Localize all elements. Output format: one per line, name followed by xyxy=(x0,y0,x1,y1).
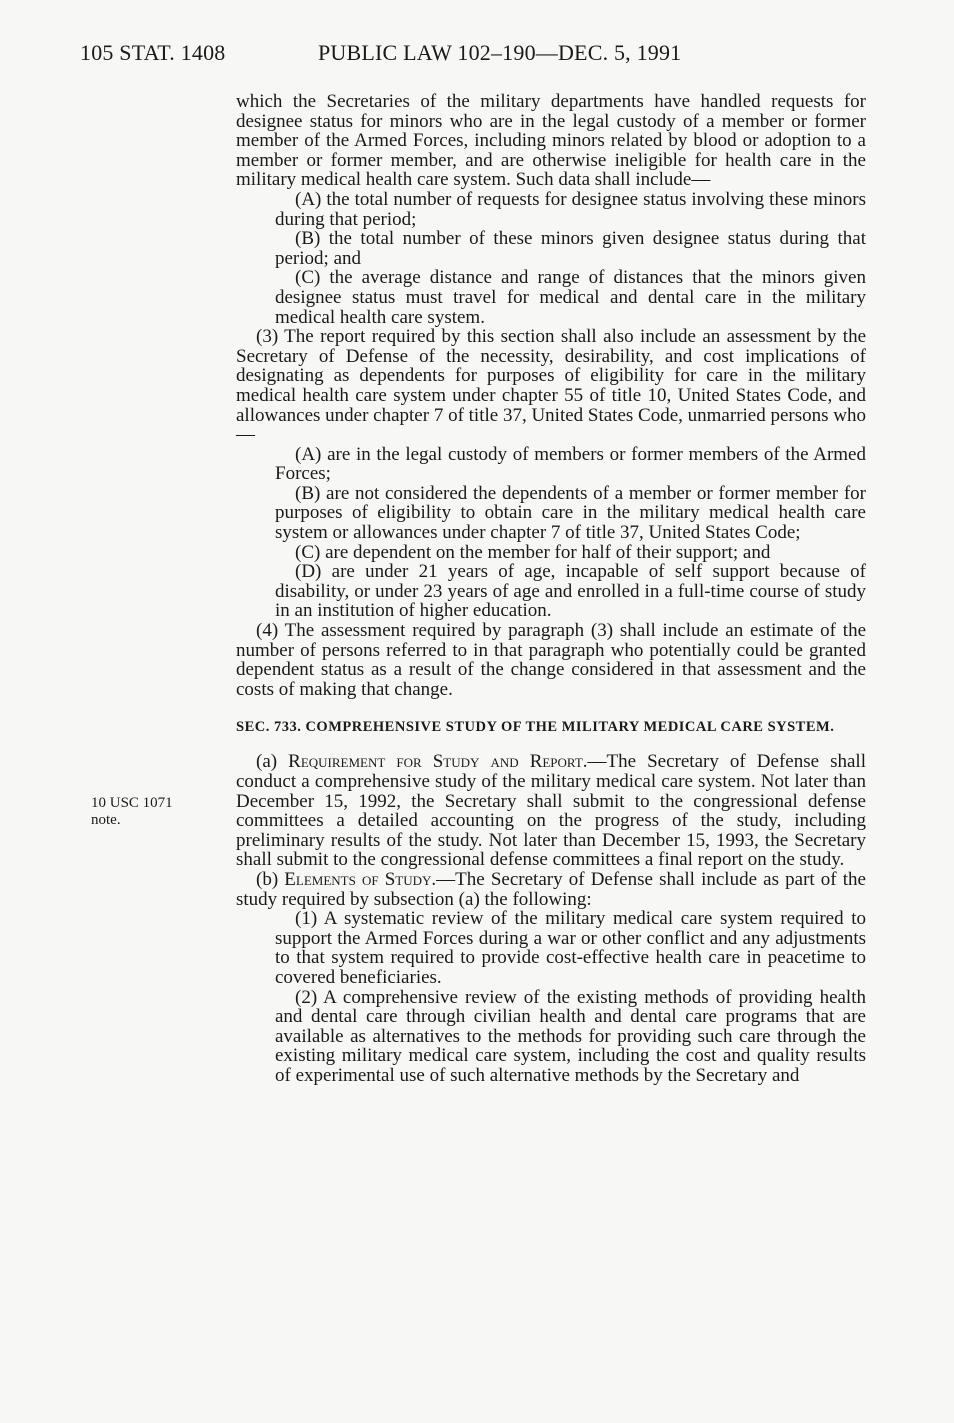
subsection-b-heading: Elements of Study. xyxy=(284,868,437,890)
subparagraph-c: (C) the average distance and range of distances that the minors given designee status must travel for medical and dental care in the military medical health care system. xyxy=(275,267,866,328)
public-law-title: PUBLIC LAW 102–190—DEC. 5, 1991 xyxy=(318,40,682,65)
paragraph-3-b: (B) are not considered the dependents of a member or former member for purposes of eligibility to obtain care in the military medical health care system or allowances under chapter 7 of title 37, United States Code; xyxy=(275,482,866,544)
paragraph-4: (4) The assessment required by paragraph (3) shall include an estimate of the number of persons referred to in that paragraph who potentially could be granted dependent status as a result of the change considered in that assessment and the costs of making that change. xyxy=(236,620,866,700)
paragraph-continuation: which the Secretaries of the military departments have handled requests for designee status for minors who are in the legal custody of a member or former member of the Armed Forces, including minors related by blood or adoption to a member or former member, and are otherwise ineligible for health care in the military medical health care system. Such data shall include— xyxy=(236,91,866,191)
document-body xyxy=(236,92,866,1086)
subsection-b-1: (1) A systematic review of the military medical care system required to support the Armed Forces during a war or other conflict and any adjustments to that system required to provide cost-effective health care in peacetime to covered beneficiaries. xyxy=(275,908,866,988)
subparagraph-b: (B) the total number of these minors given designee status during that period; and xyxy=(275,228,866,269)
section-733-heading: SEC. 733. COMPREHENSIVE STUDY OF THE MILITARY MEDICAL CARE SYSTEM. xyxy=(236,719,835,736)
subsection-a-heading: Requirement for Study and Report. xyxy=(288,751,588,773)
subparagraph-a: (A) the total number of requests for designee status involving these minors during that period; xyxy=(275,188,866,230)
paragraph-3-c: (C) are dependent on the member for half of their support; and xyxy=(295,541,771,563)
subsection-b-label: (b) xyxy=(256,868,279,890)
subsection-b xyxy=(236,870,866,909)
margin-note-line2: note. xyxy=(91,812,121,828)
subsection-a-text: —The Secretary of Defense shall conduct a comprehensive study of the military medical care system. Not later than December 15, 1992, the Secretary shall submit to the congressional defense committees a detailed accounting on the progress of the study, including preliminary results of the study. Not later than December 15, 1993, the Secretary shall submit to the congressional defense committees a final report on the study. xyxy=(236,751,866,871)
subsection-a-label: (a) xyxy=(256,751,278,773)
paragraph-3-d: (D) are under 21 years of age, incapable of self support because of disability, or under 23 years of age and enrolled in a full-time course of study in an institution of higher education. xyxy=(275,561,866,622)
paragraph-3: (3) The report required by this section shall also include an assessment by the Secretary of Defense of the necessity, desirability, and cost implications of designating as dependents for purposes of eligibility for care in the military medical health care system under chapter 55 of title 10, United States Code, and allowances under chapter 7 of title 37, United States Code, unmarried persons who— xyxy=(236,326,866,446)
subsection-a xyxy=(236,752,866,870)
subsection-b-2: (2) A comprehensive review of the existing methods of providing health and dental care through civilian health and dental care programs that are available as alternatives to the methods for providing such care through the existing military medical care system, including the cost and quality results of experimental use of such alternative methods by the Secretary and xyxy=(275,986,866,1086)
margin-note-usc xyxy=(91,795,173,829)
paragraph-3-a: (A) are in the legal custody of members or former members of the Armed Forces; xyxy=(275,443,866,485)
margin-note-line1: 10 USC 1071 xyxy=(91,795,173,811)
subsection-b-text: —The Secretary of Defense shall include as part of the study required by subsection (a) the following: xyxy=(236,868,866,910)
statute-page-number: 105 STAT. 1408 xyxy=(80,40,226,65)
